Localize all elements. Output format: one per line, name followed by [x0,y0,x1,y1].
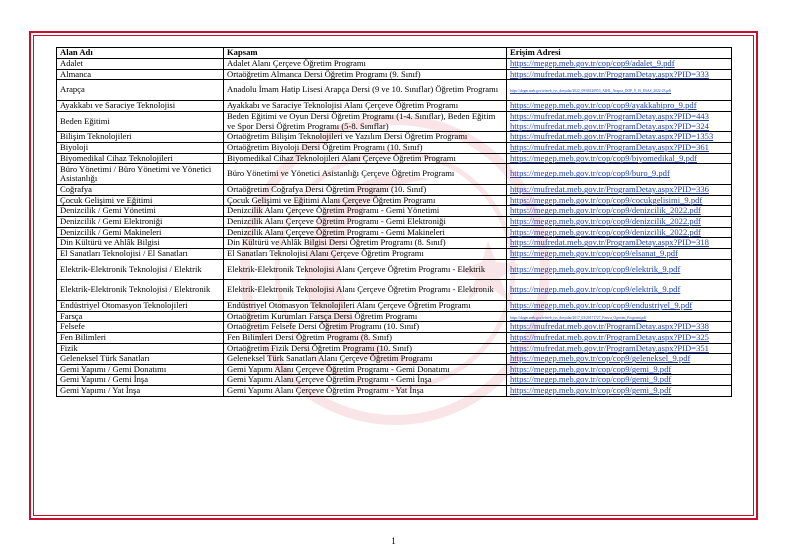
cell-alan-adi: Gemi Yapımı / Yat İnşa [57,386,224,397]
cell-kapsam: Geleneksel Türk Sanatları Alanı Çerçeve Öğretim Programı [224,354,507,365]
cell-alan-adi: Denizcilik / Gemi Makineleri [57,227,224,238]
access-link[interactable]: https://dogm.meb.gov.tr/meb_iys_dosyalar/2017_03/20171727_Farsca_Ogretim_Programi.pdf [510,315,647,320]
cell-alan-adi: Büro Yönetimi / Büro Yönetimi ve Yönetici Asistanlığı [57,164,224,185]
table-row [57,143,732,154]
cell-erisim-adresi [507,364,732,375]
table-row [57,217,732,228]
cell-erisim-adresi [507,311,732,322]
cell-erisim-adresi [507,227,732,238]
cell-kapsam: Gemi Yapımı Alanı Çerçeve Öğretim Programı - Gemi İnşa [224,375,507,386]
link-stack [510,112,728,132]
cell-erisim-adresi [507,301,732,312]
cell-kapsam: Ortaöğretim Coğrafya Dersi Öğretim Programı (10. Sınıf) [224,185,507,196]
access-link[interactable]: https://megep.meb.gov.tr/cop/cop9/gemi_9.pdf [510,374,672,385]
cell-kapsam: El Sanatları Teknolojisi Alanı Çerçeve Öğretim Programı [224,248,507,259]
cell-kapsam: Ortaöğretim Kurumları Farsça Dersi Öğretim Programı [224,311,507,322]
cell-kapsam: Elektrik-Elektronik Teknolojisi Alanı Çerçeve Öğretim Programı - Elektronik [224,280,507,301]
table-row [57,375,732,386]
cell-erisim-adresi [507,195,732,206]
cell-erisim-adresi [507,111,732,132]
cell-kapsam: Denizcilik Alanı Çerçeve Öğretim Programı - Gemi Makineleri [224,227,507,238]
table-row [57,386,732,397]
table-row [57,364,732,375]
access-link[interactable]: https://megep.meb.gov.tr/cop/cop9/ayakkabipro_9.pdf [510,100,697,111]
cell-alan-adi: Arapça [57,80,224,101]
cell-alan-adi: Elektrik-Elektronik Teknolojisi / Elektrik [57,259,224,280]
cell-alan-adi: Geleneksel Türk Sanatları [57,354,224,365]
cell-erisim-adresi [507,143,732,154]
cell-kapsam: Adalet Alanı Çerçeve Öğretim Programı [224,59,507,70]
access-link[interactable]: https://dogm.meb.gov.tr/meb_iys_dosyalar/2022_09/06120953_AIHL_Arapca_DOP_9_10_ESAS_2022-23.pdf [510,89,672,94]
cell-kapsam: Gemi Yapımı Alanı Çerçeve Öğretim Programı - Yat İnşa [224,386,507,397]
table-row [57,280,732,301]
table-row [57,101,732,112]
access-link[interactable]: https://megep.meb.gov.tr/cop/cop9/elsanat_9.pdf [510,248,678,258]
cell-kapsam: Ayakkabı ve Saraciye Teknolojisi Alanı Çerçeve Öğretim Programı [224,101,507,112]
cell-kapsam: Gemi Yapımı Alanı Çerçeve Öğretim Programı - Gemi Donatımı [224,364,507,375]
table-row [57,195,732,206]
cell-alan-adi: Fizik [57,343,224,354]
cell-kapsam: Ortaöğretim Felsefe Dersi Öğretim Programı (10. Sınıf) [224,322,507,333]
cell-kapsam: Din Kültürü ve Ahlâk Bilgisi Dersi Öğretim Programı (8. Sınıf) [224,238,507,249]
table-row [57,322,732,333]
table-row [57,311,732,322]
table-row [57,354,732,365]
table-row [57,248,732,259]
table-header-row [57,48,732,59]
cell-alan-adi: Adalet [57,59,224,70]
cell-erisim-adresi [507,164,732,185]
access-link[interactable]: https://mufredat.meb.gov.tr/ProgramDetay.aspx?PID=336 [510,184,709,195]
cell-erisim-adresi [507,80,732,101]
cell-erisim-adresi [507,185,732,196]
cell-kapsam: Ortaöğretim Biyoloji Dersi Öğretim Programı (10. Sınıf) [224,143,507,154]
header-kapsam: Kapsam [224,48,507,59]
table-row [57,69,732,80]
cell-erisim-adresi [507,375,732,386]
access-link[interactable]: https://megep.meb.gov.tr/cop/cop9/elektrik_9.pdf [510,284,681,295]
cell-alan-adi: Fen Bilimleri [57,332,224,343]
access-link[interactable]: https://mufredat.meb.gov.tr/ProgramDetay.aspx?PID=324 [510,120,709,131]
access-link[interactable]: https://megep.meb.gov.tr/cop/cop9/elektrik_9.pdf [510,263,681,274]
cell-erisim-adresi [507,259,732,280]
cell-erisim-adresi [507,332,732,343]
access-link[interactable]: https://megep.meb.gov.tr/cop/cop9/endustriyel_9.pdf [510,300,693,311]
cell-alan-adi: Beden Eğitimi [57,111,224,132]
cell-kapsam: Endüstriyel Otomasyon Teknolojileri Alanı Çerçeve Öğretim Programı [224,301,507,312]
access-link[interactable]: https://megep.meb.gov.tr/cop/cop9/denizcilik_2022.pdf [510,216,701,227]
access-link[interactable]: https://mufredat.meb.gov.tr/ProgramDetay.aspx?PID=361 [510,142,709,153]
cell-kapsam: Anadolu İmam Hatip Lisesi Arapça Dersi (9 ve 10. Sınıflar) Öğretim Programı [224,80,507,101]
cell-alan-adi: Almanca [57,69,224,80]
cell-kapsam: Ortaöğretim Fizik Dersi Öğretim Programı (10. Sınıf) [224,343,507,354]
cell-alan-adi: Çocuk Gelişimi ve Eğitimi [57,195,224,206]
table-row [57,206,732,217]
access-link[interactable]: https://mufredat.meb.gov.tr/ProgramDetay.aspx?PID=1353 [510,131,714,142]
page-number: 1 [391,536,396,546]
cell-kapsam: Beden Eğitimi ve Oyun Dersi Öğretim Programı (1-4. Sınıflar), Beden Eğitim ve Spor Dersi Öğretim Programı (5-8. Sınıflar) [224,111,507,132]
cell-kapsam: Çocuk Gelişimi ve Eğitimi Alanı Çerçeve Öğretim Programı [224,195,507,206]
cell-erisim-adresi [507,217,732,228]
cell-kapsam: Denizcilik Alanı Çerçeve Öğretim Programı - Gemi Elektroniği [224,217,507,228]
cell-erisim-adresi [507,153,732,164]
cell-erisim-adresi [507,248,732,259]
access-link[interactable]: https://megep.meb.gov.tr/cop/cop9/denizcilik_2022.pdf [510,205,701,216]
cell-kapsam: Fen Bilimleri Dersi Öğretim Programı (8. Sınıf) [224,332,507,343]
access-link[interactable]: https://megep.meb.gov.tr/cop/cop9/buro_9.pdf [510,168,670,179]
access-link[interactable]: https://megep.meb.gov.tr/cop/cop9/gemi_9.pdf [510,364,672,374]
cell-alan-adi: Gemi Yapımı / Gemi Donatımı [57,364,224,375]
table-row [57,185,732,196]
cell-alan-adi: Denizcilik / Gemi Yönetimi [57,206,224,217]
access-link[interactable]: https://mufredat.meb.gov.tr/ProgramDetay.aspx?PID=325 [510,332,709,342]
cell-alan-adi: Coğrafya [57,185,224,196]
cell-alan-adi: Felsefe [57,322,224,333]
table-row [57,343,732,354]
cell-alan-adi: Din Kültürü ve Ahlâk Bilgisi [57,238,224,249]
cell-erisim-adresi [507,206,732,217]
table-row [57,132,732,143]
table-row [57,259,732,280]
cell-erisim-adresi [507,280,732,301]
cell-kapsam: Denizcilik Alanı Çerçeve Öğretim Programı - Gemi Yönetimi [224,206,507,217]
cell-erisim-adresi [507,69,732,80]
access-link[interactable]: https://mufredat.meb.gov.tr/ProgramDetay.aspx?PID=351 [510,343,709,353]
access-link[interactable]: https://megep.meb.gov.tr/cop/cop9/geleneksel_9.pdf [510,353,691,364]
table-row [57,164,732,185]
cell-alan-adi: El Sanatları Teknolojisi / El Sanatları [57,248,224,259]
cell-alan-adi: Biyoloji [57,143,224,154]
cell-kapsam: Biyomedikal Cihaz Teknolojileri Alanı Çerçeve Öğretim Programı [224,153,507,164]
access-link[interactable]: https://megep.meb.gov.tr/cop/cop9/biyomedikal_9.pdf [510,153,698,163]
table-row [57,153,732,164]
table-row [57,111,732,132]
table-row [57,332,732,343]
cell-alan-adi: Endüstriyel Otomasyon Teknolojileri [57,301,224,312]
cell-erisim-adresi [507,386,732,397]
cell-erisim-adresi [507,59,732,70]
table-row [57,238,732,249]
table-row [57,59,732,70]
cell-erisim-adresi [507,101,732,112]
table-row [57,227,732,238]
curriculum-table [56,47,732,397]
cell-alan-adi: Bilişim Teknolojileri [57,132,224,143]
table-row [57,80,732,101]
cell-alan-adi: Biyomedikal Cihaz Teknolojileri [57,153,224,164]
access-link[interactable]: https://mufredat.meb.gov.tr/ProgramDetay.aspx?PID=443 [510,111,709,121]
cell-kapsam: Ortaöğretim Almanca Dersi Öğretim Programı (9. Sınıf) [224,69,507,80]
access-link[interactable]: https://megep.meb.gov.tr/cop/cop9/adalet_9.pdf [510,58,675,68]
cell-alan-adi: Gemi Yapımı / Gemi İnşa [57,375,224,386]
access-link[interactable]: https://megep.meb.gov.tr/cop/cop9/gemi_9.pdf [510,385,672,396]
cell-kapsam: Büro Yönetimi ve Yönetici Asistanlığı Çerçeve Öğretim Programı [224,164,507,185]
access-link[interactable]: https://megep.meb.gov.tr/cop/cop9/denizcilik_2022.pdf [510,227,701,237]
header-alan-adi: Alan Adı [57,48,224,59]
cell-erisim-adresi [507,238,732,249]
cell-alan-adi: Elektrik-Elektronik Teknolojisi / Elektronik [57,280,224,301]
cell-erisim-adresi [507,343,732,354]
cell-kapsam: Ortaöğretim Bilişim Teknolojileri ve Yazılım Dersi Öğretim Programı [224,132,507,143]
cell-erisim-adresi [507,354,732,365]
access-link[interactable]: https://mufredat.meb.gov.tr/ProgramDetay.aspx?PID=333 [510,69,709,79]
cell-alan-adi: Denizcilik / Gemi Elektroniği [57,217,224,228]
cell-kapsam: Elektrik-Elektronik Teknolojisi Alanı Çerçeve Öğretim Programı - Elektrik [224,259,507,280]
access-link[interactable]: https://mufredat.meb.gov.tr/ProgramDetay.aspx?PID=338 [510,321,709,332]
table-row [57,301,732,312]
cell-alan-adi: Ayakkabı ve Saraciye Teknolojisi [57,101,224,112]
cell-erisim-adresi [507,322,732,333]
cell-erisim-adresi [507,132,732,143]
header-erisim-adresi: Erişim Adresi [507,48,732,59]
access-link[interactable]: https://mufredat.meb.gov.tr/ProgramDetay.aspx?PID=318 [510,237,709,248]
cell-alan-adi: Farsça [57,311,224,322]
access-link[interactable]: https://megep.meb.gov.tr/cop/cop9/cocukgelisimi_9.pdf [510,195,703,205]
